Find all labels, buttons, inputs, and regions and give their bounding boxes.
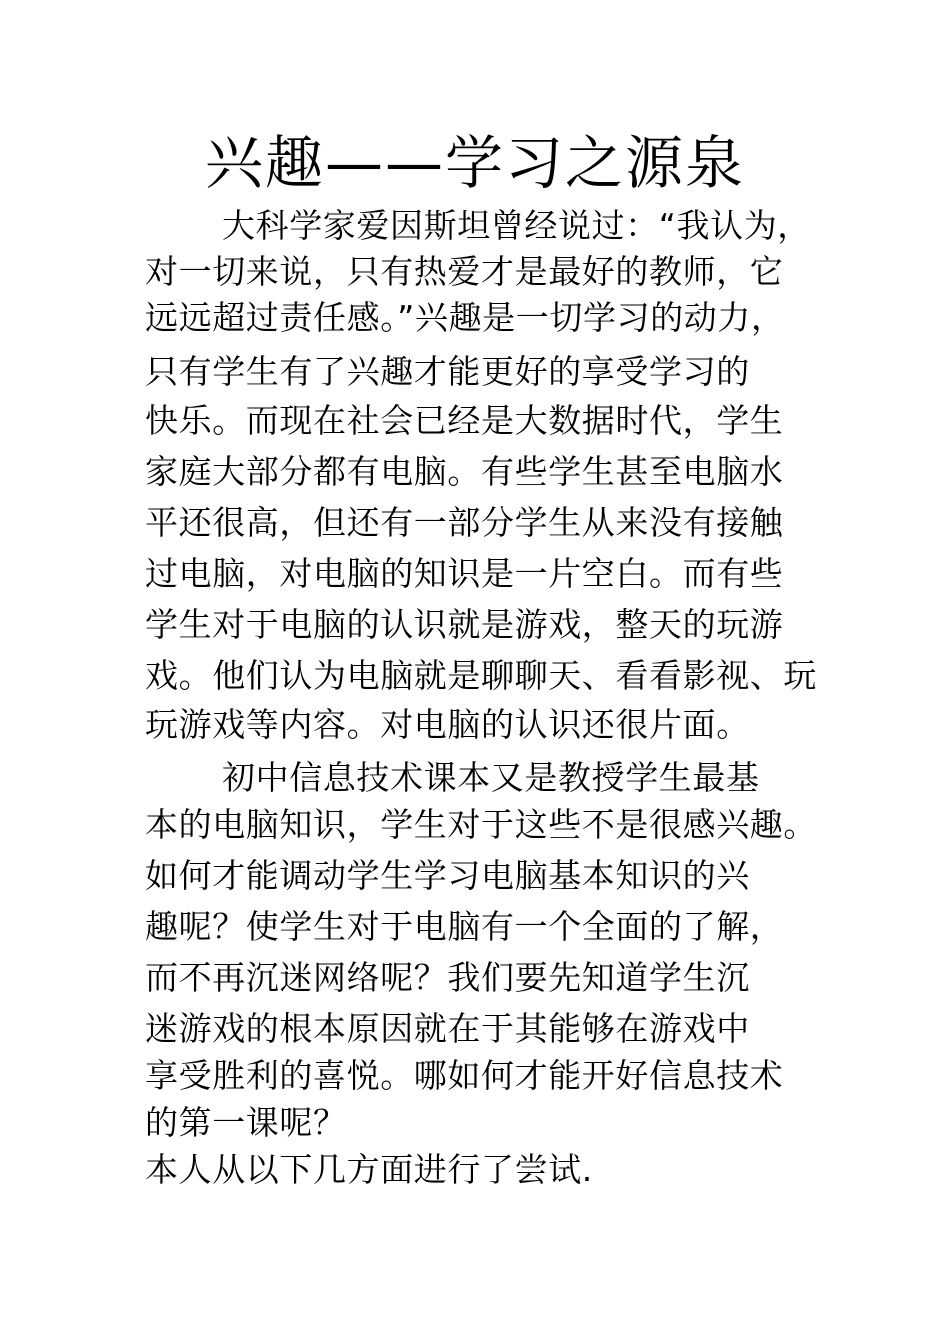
paragraph-1-line-9: 学生对于电脑的认识就是游戏，整天的玩游	[145, 605, 784, 644]
paragraph-1-line-10: 戏。他们认为电脑就是聊聊天、看看影视、玩	[145, 656, 817, 695]
paragraph-2-line-4: 趣呢？使学生对于电脑有一个全面的了解，	[145, 907, 784, 946]
paragraph-1-line-11: 玩游戏等内容。对电脑的认识还很片面。	[145, 705, 750, 744]
paragraph-3-line-1: 本人从以下几方面进行了尝试.	[145, 1150, 593, 1189]
paragraph-1-line-1: 大科学家爱因斯坦曾经说过：“我认为，	[222, 206, 811, 245]
paragraph-1-line-3: 远远超过责任感。”兴趣是一切学习的动力，	[145, 298, 785, 337]
paragraph-2-line-3: 如何才能调动学生学习电脑基本知识的兴	[145, 856, 750, 895]
paragraph-1-line-8: 过电脑，对电脑的知识是一片空白。而有些	[145, 554, 784, 593]
paragraph-2-line-7: 享受胜利的喜悦。哪如何才能开好信息技术	[145, 1056, 784, 1095]
paragraph-1-line-2: 对一切来说，只有热爱才是最好的教师，它	[145, 252, 784, 291]
paragraph-2-line-2: 本的电脑知识，学生对于这些不是很感兴趣。	[145, 805, 817, 844]
paragraph-2-line-1: 初中信息技术课本又是教授学生最基	[222, 758, 760, 797]
paragraph-1-line-6: 家庭大部分都有电脑。有些学生甚至电脑水	[145, 452, 784, 491]
paragraph-2-line-6: 迷游戏的根本原因就在于其能够在游戏中	[145, 1009, 750, 1048]
paragraph-2-line-8: 的第一课呢？	[145, 1103, 347, 1142]
paragraph-1-line-7: 平还很高，但还有一部分学生从来没有接触	[145, 503, 784, 542]
paragraph-2-line-5: 而不再沉迷网络呢？我们要先知道学生沉	[145, 958, 750, 997]
paragraph-1-line-5: 快乐。而现在社会已经是大数据时代，学生	[145, 401, 784, 440]
document-title: 兴趣——学习之源泉	[204, 129, 745, 197]
paragraph-1-line-4: 只有学生有了兴趣才能更好的享受学习的	[145, 352, 750, 391]
